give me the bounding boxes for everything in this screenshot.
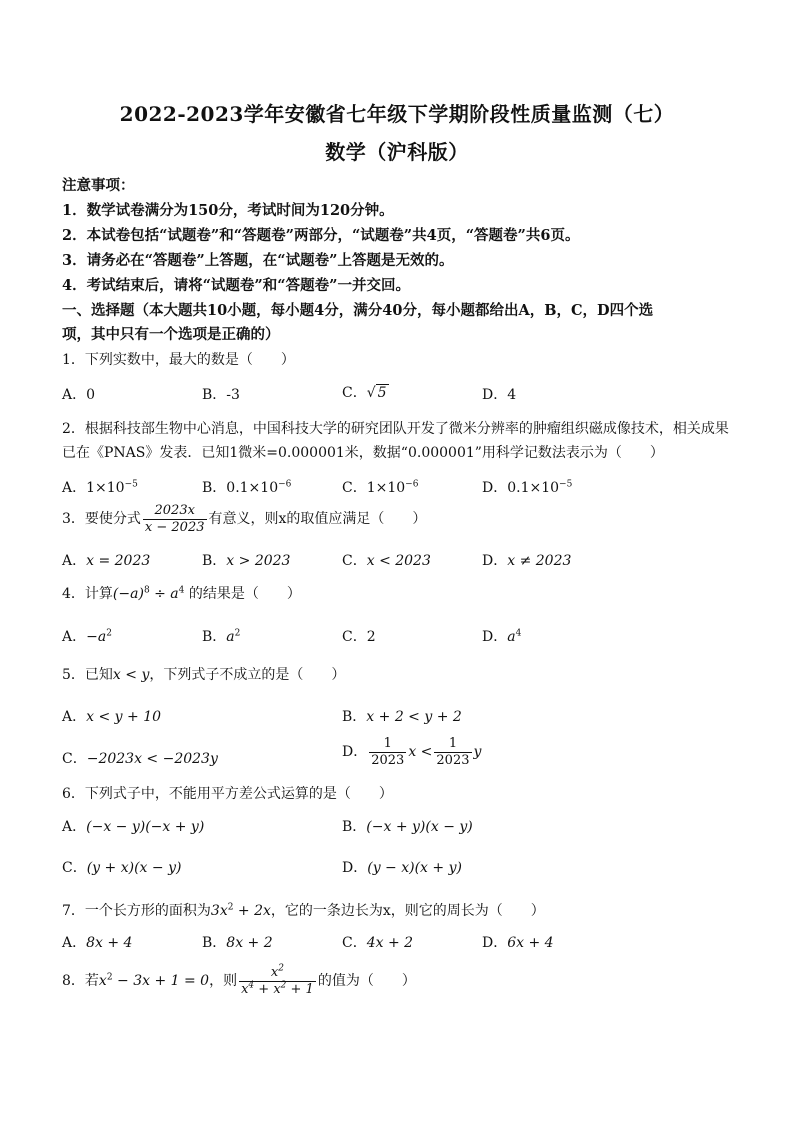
- q4-option-d-exp: 4: [515, 628, 522, 639]
- q7-option-b: [202, 932, 273, 952]
- q4-option-d: [482, 626, 521, 646]
- q5-option-c-expr: −2023x < −2023y: [86, 751, 218, 767]
- section-heading-line1: 一、选择题（本大题共10小题，每小题4分，满分40分，每小题都给出A，B，C，D四个选: [62, 302, 654, 319]
- q4-option-b-exp: 2: [234, 628, 241, 639]
- q4-option-b-base: a: [226, 629, 235, 645]
- q2-stem-line2: 已在《PNAS》发表．已知1微米=0.000001米，数据“0.000001”用科学记数法表示为（ ）: [62, 445, 664, 461]
- q2-option-d: [482, 477, 572, 497]
- q4-expr-base: (−a): [112, 586, 144, 602]
- q7-option-a-expr: 8x + 4: [86, 935, 133, 951]
- q6-option-b-expr: (−x + y)(x − y): [366, 819, 473, 835]
- q4-option-b: [202, 626, 240, 646]
- q7-stem-post: ，它的一条边长为x，则它的周长为（ ）: [270, 903, 545, 919]
- q4-option-a-base: −a: [86, 629, 107, 645]
- q2-option-c-base: 1×10: [366, 480, 406, 496]
- q2-option-b: [202, 477, 291, 497]
- q5-option-c: [62, 748, 218, 768]
- q3-option-d: [482, 550, 571, 570]
- q3-option-c-expr: x < 2023: [366, 553, 431, 569]
- q7-area-a: 3x: [210, 903, 228, 919]
- q2-option-b-label: B．: [202, 480, 227, 496]
- q7-option-d-label: D．: [482, 935, 508, 951]
- q8-fraction-numerator: [239, 963, 316, 982]
- q8-cond-exp: 2: [106, 972, 113, 983]
- q4-option-c: C．2: [342, 629, 376, 645]
- q2-option-b-base: 0.1×10: [226, 480, 279, 496]
- q3-option-a-label: A．: [62, 553, 87, 569]
- q7-area-b: + 2x: [233, 903, 271, 919]
- q6-option-a-expr: (−x − y)(−x + y): [86, 819, 205, 835]
- q5-option-d-num-2: 1: [434, 737, 471, 753]
- q5-option-d-mid: x <: [408, 744, 433, 761]
- q5-stem-post: ，下列式子不成立的是（ ）: [149, 667, 346, 683]
- q8-stem: [62, 963, 416, 997]
- q5-option-a: [62, 706, 161, 726]
- q4-expr-div: ÷ a: [149, 586, 179, 602]
- q7-area-exp: 2: [227, 902, 234, 913]
- q2-option-b-exp: −6: [278, 479, 292, 490]
- q3-option-b-label: B．: [202, 553, 227, 569]
- q8-fraction: [239, 963, 316, 997]
- q5-option-a-label: A．: [62, 709, 87, 725]
- q5-condition: x < y: [112, 667, 150, 683]
- q7-option-c-expr: 4x + 2: [366, 935, 414, 951]
- q5-option-d-den-2: 2023: [436, 752, 470, 768]
- q8-stem-mid: ，则: [209, 973, 238, 990]
- q7-stem-pre: 7．一个长方形的面积为: [62, 903, 211, 919]
- q5-option-b-expr: x + 2 < y + 2: [366, 709, 462, 725]
- q7-stem: [62, 900, 545, 920]
- q5-option-d-num-1: 1: [369, 737, 406, 753]
- q5-option-d-label: D．: [342, 744, 368, 761]
- q3-option-c-label: C．: [342, 553, 367, 569]
- q6-option-b: [342, 816, 473, 836]
- section-heading-line2: 项，其中只有一个选项是正确的）: [62, 326, 280, 343]
- q8-den-c: + 1: [286, 981, 314, 997]
- q8-num-a: x: [270, 965, 279, 980]
- q7-option-b-expr: 8x + 2: [226, 935, 273, 951]
- q6-stem: 6．下列式子中，不能用平方差公式运算的是（ ）: [62, 786, 393, 802]
- q8-num-exp: 2: [278, 963, 284, 974]
- note-item-1: 1．数学试卷满分为150分，考试时间为120分钟。: [62, 202, 394, 219]
- q6-option-d: [342, 857, 462, 877]
- q8-stem-post: 的值为（ ）: [317, 973, 416, 990]
- q7-option-a-label: A．: [62, 935, 87, 951]
- q5-option-d-end: y: [473, 744, 482, 761]
- q8-den-exp1: 4: [248, 980, 255, 991]
- q4-option-d-base: a: [507, 629, 516, 645]
- q5-stem-pre: 5．已知: [62, 667, 113, 683]
- q2-option-a: [62, 477, 138, 497]
- note-item-4: 4．考试结束后，请将“试题卷”和“答题卷”一并交回。: [62, 277, 410, 294]
- q8-den-b: + x: [254, 981, 281, 997]
- q5-option-c-label: C．: [62, 751, 87, 767]
- q2-option-a-base: 1×10: [86, 480, 125, 496]
- q4-option-a: [62, 626, 112, 646]
- q3-option-d-expr: x ≠ 2023: [507, 553, 572, 569]
- q6-option-d-label: D．: [342, 860, 368, 876]
- q2-option-a-label: A．: [62, 480, 87, 496]
- q7-option-b-label: B．: [202, 935, 227, 951]
- q8-cond-b: − 3x + 1 = 0: [112, 973, 210, 990]
- q7-option-a: [62, 932, 132, 952]
- q1-option-c: [342, 382, 389, 402]
- q8-fraction-denominator: [239, 982, 316, 997]
- q7-option-d-expr: 6x + 4: [507, 935, 554, 951]
- q4-stem: [62, 583, 301, 603]
- q6-option-a: [62, 816, 204, 836]
- q4-stem-pre: 4．计算: [62, 586, 113, 602]
- q4-option-a-label: A．: [62, 629, 87, 645]
- q8-den-a: x: [241, 981, 249, 997]
- note-item-2: 2．本试卷包括“试题卷”和“答题卷”两部分，“试题卷”共4页，“答题卷”共6页。: [62, 227, 580, 244]
- q3-option-d-label: D．: [482, 553, 508, 569]
- q7-option-c: [342, 932, 413, 952]
- q3-option-a-expr: x = 2023: [86, 553, 151, 569]
- q3-option-a: [62, 550, 150, 570]
- q4-option-d-label: D．: [482, 629, 508, 645]
- q1-option-c-radicand: 5: [377, 385, 387, 401]
- q7-option-c-label: C．: [342, 935, 367, 951]
- q3-stem-post: 有意义，则x的取值应满足（ ）: [208, 511, 427, 528]
- q1-option-a: A．0: [62, 387, 96, 403]
- q3-fraction-denominator: x − 2023: [144, 519, 205, 535]
- sqrt-symbol: √ 5: [366, 385, 387, 401]
- q2-option-c-label: C．: [342, 480, 367, 496]
- q5-option-b-label: B．: [342, 709, 367, 725]
- q8-den-exp2: 2: [280, 980, 287, 991]
- q4-option-a-exp: 2: [106, 628, 112, 639]
- q6-option-a-label: A．: [62, 819, 87, 835]
- q2-option-d-label: D．: [482, 480, 508, 496]
- q3-fraction-numerator: 2023x: [143, 504, 207, 520]
- q8-stem-pre: 8．若: [62, 973, 99, 990]
- q4-expr-exp: 8: [143, 585, 150, 596]
- q4-option-b-label: B．: [202, 629, 227, 645]
- q2-stem-line1: 2．根据科技部生物中心消息，中国科技大学的研究团队开发了微米分辨率的肿瘤组织磁成像技术，相关成果: [62, 421, 729, 437]
- q1-option-b: B．-3: [202, 387, 240, 403]
- q2-option-a-exp: −5: [124, 479, 138, 490]
- q4-expr-exp2: 4: [178, 585, 185, 596]
- note-item-3: 3．请务必在“答题卷”上答题，在“试题卷”上答题是无效的。: [62, 252, 454, 269]
- q5-option-b: [342, 706, 462, 726]
- q6-option-b-label: B．: [342, 819, 367, 835]
- q2-option-c-exp: −6: [405, 479, 419, 490]
- q6-option-d-expr: (y − x)(x + y): [367, 860, 462, 876]
- q1-option-d: D．4: [482, 387, 517, 403]
- q1-option-c-label: C．: [342, 385, 367, 401]
- q2-option-c: [342, 477, 418, 497]
- q3-fraction: [143, 504, 207, 534]
- notes-heading: 注意事项：: [62, 177, 135, 194]
- q3-stem: [62, 504, 426, 534]
- q6-option-c-expr: (y + x)(x − y): [86, 860, 182, 876]
- q7-option-d: [482, 932, 554, 952]
- q5-option-d-fraction-2: [434, 737, 471, 767]
- q5-option-d-den-1: 2023: [371, 752, 405, 768]
- q1-stem: 1．下列实数中，最大的数是（ ）: [62, 352, 295, 368]
- q5-option-d: [342, 737, 481, 767]
- q4-stem-post: 的结果是（ ）: [184, 586, 301, 602]
- q2-option-d-base: 0.1×10: [507, 480, 560, 496]
- q5-option-a-expr: x < y + 10: [86, 709, 162, 725]
- q6-option-c: [62, 857, 181, 877]
- q5-stem: [62, 664, 345, 684]
- q3-option-b: [202, 550, 290, 570]
- q3-stem-pre: 3．要使分式: [62, 511, 141, 528]
- q3-option-b-expr: x > 2023: [226, 553, 291, 569]
- q2-option-d-exp: −5: [559, 479, 573, 490]
- q3-option-c: [342, 550, 431, 570]
- exam-title: 2022-2023学年安徽省七年级下学期阶段性质量监测（七）: [119, 102, 675, 126]
- q8-cond-a: x: [98, 973, 107, 990]
- q6-option-c-label: C．: [62, 860, 87, 876]
- exam-subtitle: 数学（沪科版）: [325, 140, 469, 164]
- q5-option-d-fraction-1: [369, 737, 406, 767]
